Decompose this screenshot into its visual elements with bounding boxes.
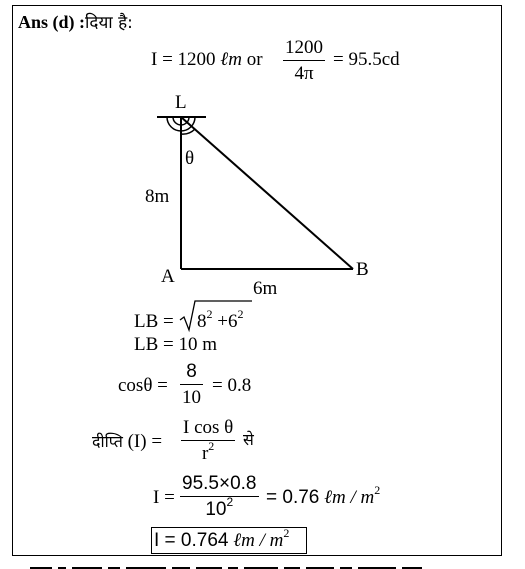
radicand: $8^2 +6^2$ <box>197 307 244 332</box>
height-label: 8m <box>145 186 170 207</box>
illumination-numerator: I cos θ <box>183 417 234 438</box>
illumination-hindi: दीप्ति <box>92 432 123 451</box>
intensity-eq-rhs: = 95.5cd <box>333 49 400 70</box>
given-label: दिया है: <box>85 13 133 33</box>
cos-numerator: 8 <box>186 361 197 382</box>
illumination-lhs: दीप्ति (I) = <box>92 431 163 452</box>
cos-rhs: = 0.8 <box>212 375 252 396</box>
illumination-denominator: $r^2$ <box>201 439 215 464</box>
illumination-suffix: से <box>243 430 254 449</box>
calc-numerator: 95.5×0.8 <box>182 473 257 494</box>
lumen-unit: ℓm <box>220 49 242 70</box>
point-A-label: A <box>161 266 175 287</box>
cos-lhs: cosθ = <box>118 375 168 396</box>
calc-denominator: $10^2$ <box>205 495 234 520</box>
cos-denominator: 10 <box>182 387 201 408</box>
lb-result: LB = 10 m <box>134 334 218 355</box>
intensity-denominator: 4π <box>294 63 314 84</box>
illumination-fraction <box>181 418 235 463</box>
base-length-label: 6m <box>253 278 278 299</box>
point-B-label: B <box>356 259 369 280</box>
cos-fraction <box>180 362 203 407</box>
intensity-eq-lhs: I = 1200 ℓm or <box>151 49 263 70</box>
calc-rhs: = 0.76 ℓm / $m^2$ <box>266 483 381 508</box>
point-L-label: L <box>175 92 187 113</box>
theta-label: θ <box>185 148 195 169</box>
lb-lhs: LB = <box>134 311 174 332</box>
intensity-numerator: 1200 <box>285 37 323 58</box>
final-answer: I = 0.764 ℓm / $m^2$ <box>154 526 290 551</box>
answer-label: Ans (d) : <box>18 12 86 32</box>
calc-fraction <box>180 474 259 519</box>
cut-off-text-fragment <box>30 557 480 569</box>
calc-lhs: I = <box>153 487 175 508</box>
